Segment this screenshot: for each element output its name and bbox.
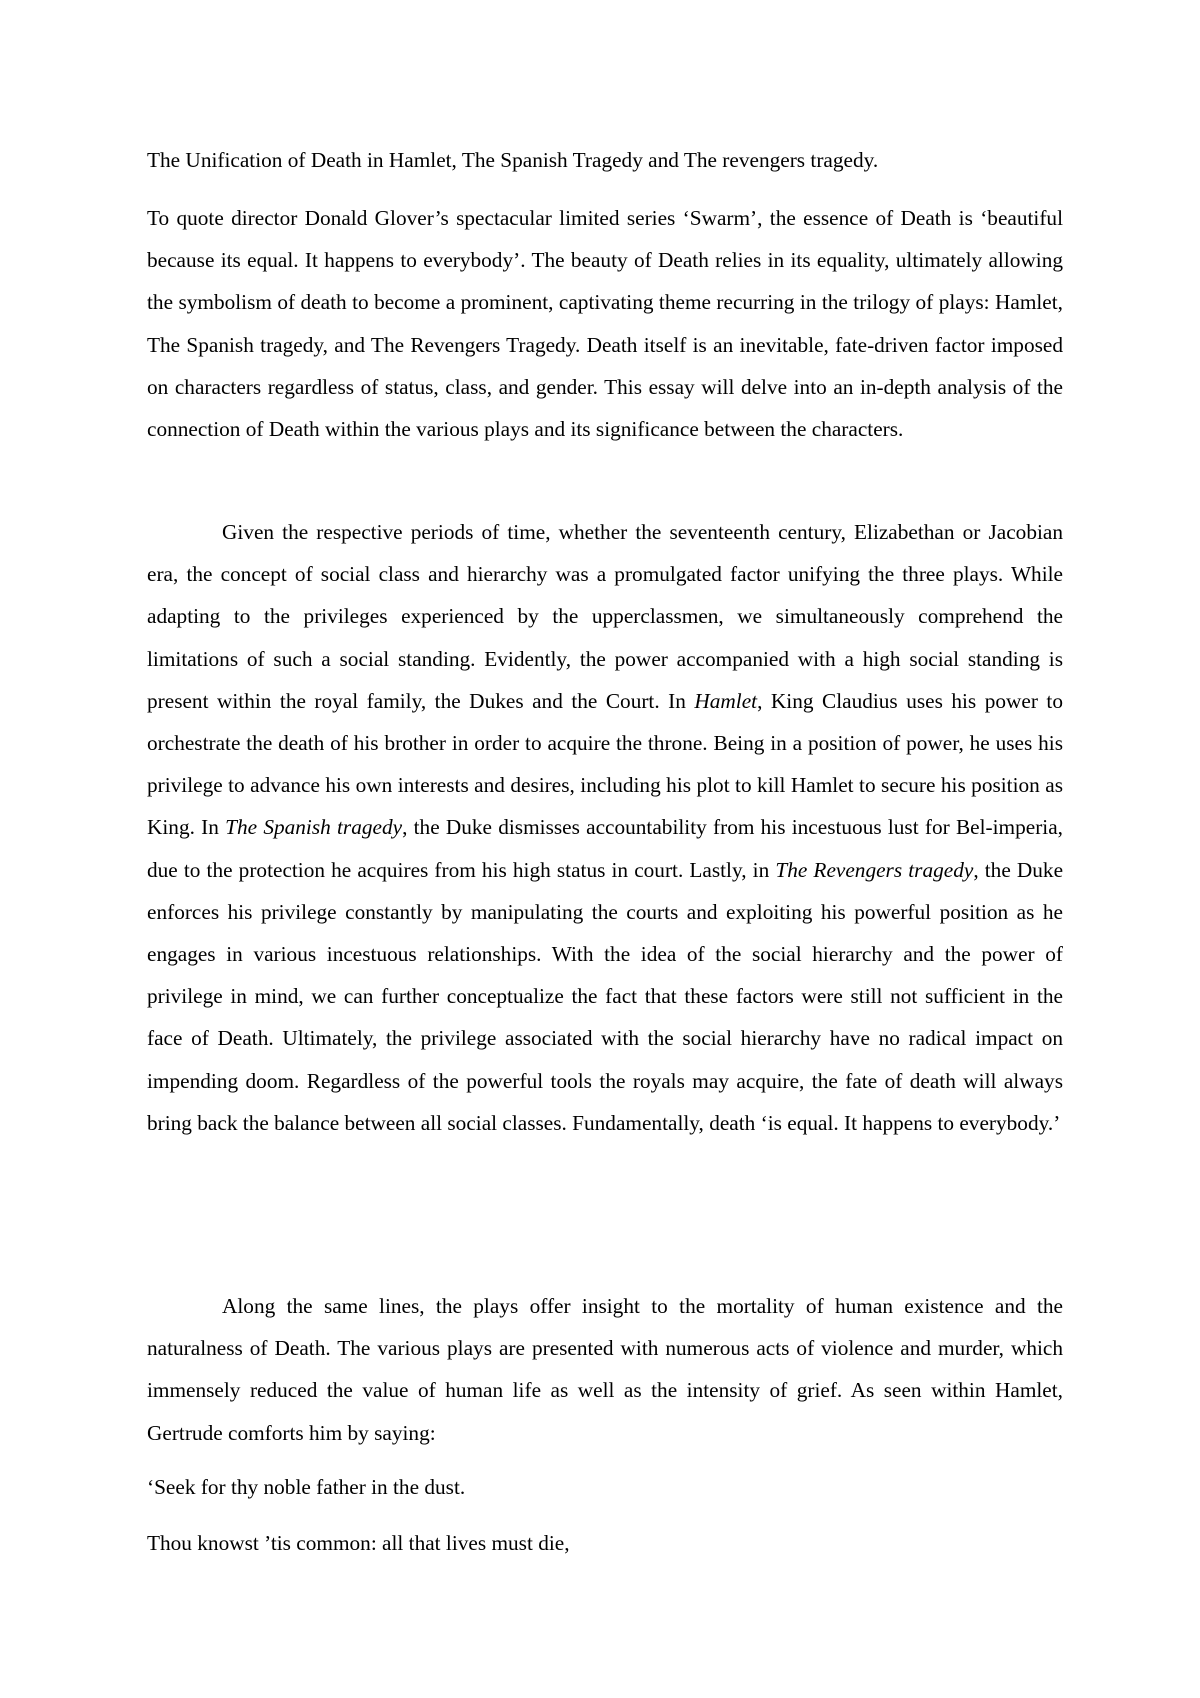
play-title-hamlet: Hamlet [694, 688, 758, 713]
paragraph-text: Given the respective periods of time, whether the seventeenth century, Elizabethan or Jacobian era, the concept of social class and hierarchy was a promulgated factor unifying the three plays. While adapting to the privileges experienced by the upperclassmen, we simultaneously comprehend the limitations of such a social standing. Evidently, the power accompanied with a high social standing is present within the royal family, the Dukes and the Court. In [147, 520, 1063, 713]
intro-paragraph: To quote director Donald Glover’s spectacular limited series ‘Swarm’, the essence of Death is ‘beautiful because its equal. It happens to everybody’. The beauty of Death relies in its equality, ultimately allowing the symbolism of death to become a prominent, captivating theme recurring in the trilogy of plays: Hamlet, The Spanish tragedy, and The Revengers Tragedy. Death itself is an inevitable, fate-driven factor imposed on characters regardless of status, class, and gender. This essay will delve into an in-depth analysis of the connection of Death within the various plays and its significance between the characters. [147, 206, 1063, 442]
body-paragraph-mortality: Along the same lines, the plays offer insight to the mortality of human existence and the naturalness of Death. The various plays are presented with numerous acts of violence and murder, which immensely reduced the value of human life as well as the intensity of grief. As seen within Hamlet, Gertrude comforts him by saying: [147, 1294, 1063, 1445]
quote-line: Thou knowst ’tis common: all that lives must die, [147, 1531, 570, 1555]
play-title-revengers-tragedy: The Revengers tragedy [775, 857, 974, 882]
paragraph-text: , the Duke enforces his privilege constantly by manipulating the courts and exploiting his powerful position as he engages in various incestuous relationships. With the idea of the social hierarchy and the power of privilege in mind, we can further conceptualize the fact that these factors were still not sufficient in the face of Death. Ultimately, the privilege associated with the social hierarchy have no radical impact on impending doom. Regardless of the powerful tools the royals may acquire, the fate of death will always bring back the balance between all social classes. Fundamentally, death ‘is equal. It happens to everybody.’ [147, 857, 1064, 1135]
essay-title: The Unification of Death in Hamlet, The Spanish Tragedy and The revengers tragedy. [147, 148, 879, 172]
paragraph-text: , King Claudius uses his power to orchestrate the death of his brother in order to acquire the throne. Being in a position of power, he uses his privilege to advance his own interests and desires, including his plot to kill Hamlet to secure his position as King. In [147, 688, 1063, 840]
paragraph-text: , the Duke dismisses accountability from his incestuous lust for Bel-imperia, due to the protection he acquires from his high status in court. Lastly, in [147, 815, 1063, 882]
play-title-spanish-tragedy: The Spanish tragedy [225, 815, 403, 840]
body-paragraph-social-class [147, 511, 1063, 1144]
quote-line: ‘Seek for thy noble father in the dust. [147, 1475, 466, 1499]
